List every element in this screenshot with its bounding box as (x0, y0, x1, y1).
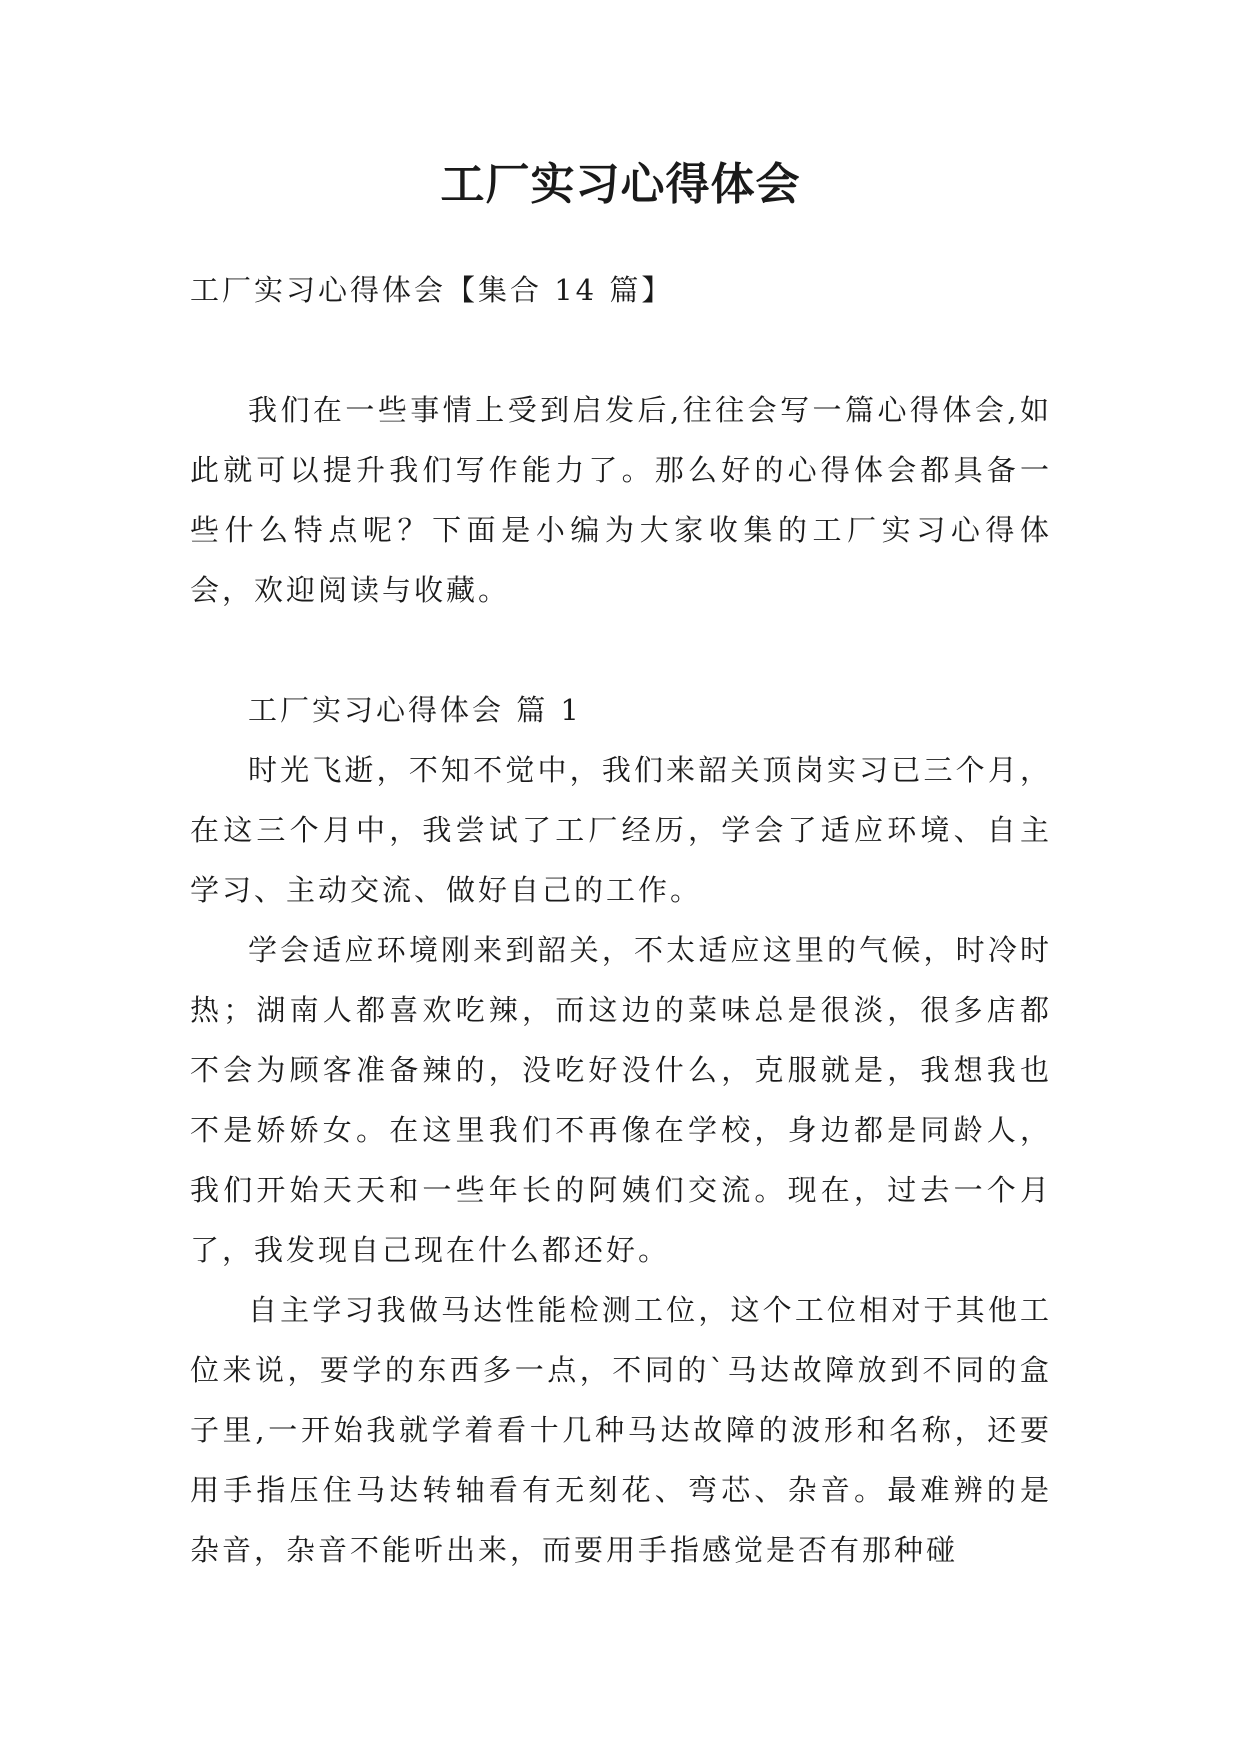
document-subtitle: 工厂实习心得体会【集合 14 篇】 (190, 273, 674, 307)
body-paragraph-3: 自主学习我做马达性能检测工位，这个工位相对于其他工位来说，要学的东西多一点，不同的`马达故障放到不同的盒子里,一开始我就学着看十几种马达故障的波形和名称，还要用手指压住马达转轴看有无刻花、弯芯、杂音。最难辨的是杂音，杂音不能听出来，而要用手指感觉是否有那种碰 (190, 1293, 1052, 1567)
intro-paragraph: 我们在一些事情上受到启发后,往往会写一篇心得体会,如此就可以提升我们写作能力了。那么好的心得体会都具备一些什么特点呢？下面是小编为大家收集的工厂实习心得体会，欢迎阅读与收藏。 (190, 393, 1052, 607)
body-paragraph-2: 学会适应环境刚来到韶关，不太适应这里的气候，时冷时热；湖南人都喜欢吃辣，而这边的菜味总是很淡，很多店都不会为顾客准备辣的，没吃好没什么，克服就是，我想我也不是娇娇女。在这里我们不再像在学校，身边都是同龄人，我们开始天天和一些年长的阿姨们交流。现在，过去一个月了，我发现自己现在什么都还好。 (190, 933, 1052, 1267)
section-heading: 工厂实习心得体会 篇 1 (248, 693, 582, 727)
body-paragraph-1: 时光飞逝，不知不觉中，我们来韶关顶岗实习已三个月，在这三个月中，我尝试了工厂经历，学会了适应环境、自主学习、主动交流、做好自己的工作。 (190, 753, 1052, 907)
document-body (190, 260, 1052, 1580)
document-title: 工厂实习心得体会 (440, 159, 801, 210)
